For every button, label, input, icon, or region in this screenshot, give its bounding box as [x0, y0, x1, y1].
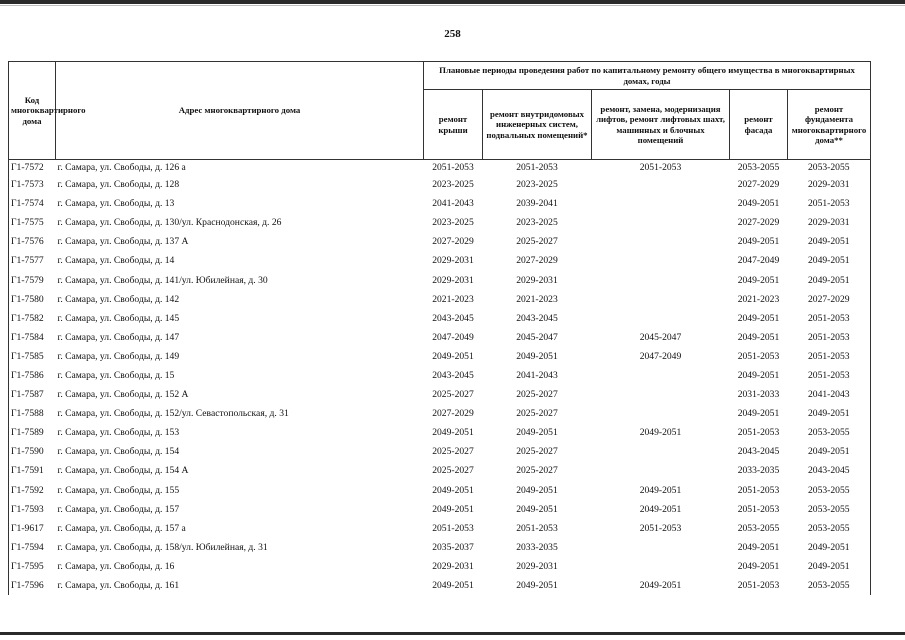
cell-foundation: 2053-2055 — [788, 500, 871, 519]
cell-code: Г1-7590 — [9, 442, 56, 461]
cell-address: г. Самара, ул. Свободы, д. 157 а — [57, 522, 186, 534]
cell-facade: 2033-2035 — [737, 465, 780, 477]
cell-code: Г1-7586 — [9, 366, 56, 385]
table-row — [9, 194, 871, 213]
cell-facade: 2049-2051 — [737, 198, 780, 210]
header-facade: ремонт фасада — [730, 90, 788, 160]
cell-foundation: 2043-2045 — [788, 461, 871, 480]
cell-systems: 2049-2051 — [516, 350, 558, 362]
cell-lifts — [592, 442, 730, 461]
cell-roof: 2035-2037 — [432, 541, 474, 553]
cell-lifts — [592, 290, 730, 309]
cell-systems: 2043-2045 — [516, 312, 558, 324]
cell-roof: 2029-2031 — [432, 560, 474, 572]
table-row — [9, 213, 871, 232]
cell-roof: 2021-2023 — [432, 293, 474, 305]
cell-lifts — [592, 175, 730, 194]
cell-foundation: 2051-2053 — [788, 366, 871, 385]
cell-systems: 2049-2051 — [516, 503, 558, 515]
header-lifts: ремонт, замена, модернизация лифтов, ремонт лифтовых шахт, машинных и блочных помещений — [592, 90, 730, 160]
cell-code: Г1-7575 — [9, 213, 56, 232]
cell-facade: 2031-2033 — [737, 389, 780, 401]
cell-systems: 2029-2031 — [516, 560, 558, 572]
cell-systems: 2051-2053 — [516, 522, 558, 534]
page-number: 258 — [444, 28, 461, 40]
table-row — [9, 366, 871, 385]
cell-roof: 2023-2025 — [432, 179, 474, 191]
cell-address: г. Самара, ул. Свободы, д. 161 — [57, 580, 180, 592]
cell-address: г. Самара, ул. Свободы, д. 157 — [57, 503, 180, 515]
cell-foundation: 2053-2055 — [788, 481, 871, 500]
cell-lifts — [592, 194, 730, 213]
cell-code: Г1-7589 — [9, 423, 56, 442]
table-row — [9, 557, 871, 576]
table-row — [9, 309, 871, 328]
cell-facade: 2053-2055 — [737, 522, 780, 534]
cell-foundation: 2051-2053 — [788, 347, 871, 366]
cell-lifts: 2049-2051 — [639, 503, 682, 515]
cell-address: г. Самара, ул. Свободы, д. 15 — [57, 369, 175, 381]
cell-systems: 2025-2027 — [516, 389, 558, 401]
cell-facade: 2049-2051 — [737, 274, 780, 286]
cell-address: г. Самара, ул. Свободы, д. 152/ул. Севастопольская, д. 31 — [57, 408, 289, 420]
cell-code: Г1-7577 — [9, 251, 56, 270]
cell-address: г. Самара, ул. Свободы, д. 154 — [57, 446, 180, 458]
table-row — [9, 576, 871, 595]
cell-address: г. Самара, ул. Свободы, д. 158/ул. Юбилейная, д. 31 — [57, 541, 268, 553]
cell-lifts — [592, 538, 730, 557]
cell-lifts: 2047-2049 — [639, 350, 682, 362]
cell-systems: 2029-2031 — [516, 274, 558, 286]
table-row — [9, 481, 871, 500]
cell-address: г. Самара, ул. Свободы, д. 155 — [57, 484, 180, 496]
cell-address: г. Самара, ул. Свободы, д. 142 — [57, 293, 180, 305]
cell-lifts — [592, 404, 730, 423]
cell-code: Г1-7585 — [9, 347, 56, 366]
header-systems: ремонт внутридомовых инженерных систем, подвальных помещений* — [483, 90, 592, 160]
cell-systems: 2033-2035 — [516, 541, 558, 553]
cell-code: Г1-7584 — [9, 328, 56, 347]
cell-lifts — [592, 270, 730, 289]
cell-code: Г1-7588 — [9, 404, 56, 423]
cell-roof: 2049-2051 — [432, 427, 474, 439]
cell-roof: 2025-2027 — [432, 465, 474, 477]
cell-systems: 2023-2025 — [516, 217, 558, 229]
table-row — [9, 461, 871, 480]
cell-roof: 2027-2029 — [432, 408, 474, 420]
cell-roof: 2025-2027 — [432, 389, 474, 401]
cell-code: Г1-7576 — [9, 232, 56, 251]
cell-roof: 2049-2051 — [432, 350, 474, 362]
cell-address: г. Самара, ул. Свободы, д. 13 — [57, 198, 175, 210]
cell-lifts — [592, 557, 730, 576]
cell-lifts: 2045-2047 — [639, 331, 682, 343]
table-row — [9, 251, 871, 270]
cell-foundation: 2049-2051 — [788, 404, 871, 423]
cell-roof: 2029-2031 — [432, 274, 474, 286]
bottom-rule — [0, 632, 905, 635]
cell-foundation: 2053-2055 — [788, 423, 871, 442]
cell-address: г. Самара, ул. Свободы, д. 154 А — [57, 465, 189, 477]
cell-roof: 2049-2051 — [432, 484, 474, 496]
cell-roof: 2025-2027 — [432, 446, 474, 458]
table-row — [9, 232, 871, 251]
cell-facade: 2043-2045 — [737, 446, 780, 458]
header-periods-group: Плановые периоды проведения работ по капитальному ремонту общего имущества в многоквартирных домах, годы — [424, 62, 871, 90]
cell-lifts — [592, 461, 730, 480]
header-address: Адрес многоквартирного дома — [56, 62, 424, 160]
cell-facade: 2049-2051 — [737, 541, 780, 553]
cell-lifts — [592, 385, 730, 404]
cell-systems: 2025-2027 — [516, 408, 558, 420]
cell-roof: 2027-2029 — [432, 236, 474, 248]
cell-code: Г1-7574 — [9, 194, 56, 213]
cell-facade: 2049-2051 — [737, 560, 780, 572]
table-row — [9, 404, 871, 423]
cell-address: г. Самара, ул. Свободы, д. 14 — [57, 255, 175, 267]
cell-facade: 2051-2053 — [737, 350, 780, 362]
cell-systems: 2021-2023 — [516, 293, 558, 305]
cell-facade: 2021-2023 — [737, 293, 780, 305]
cell-facade: 2027-2029 — [737, 217, 780, 229]
cell-lifts — [592, 366, 730, 385]
cell-address: г. Самара, ул. Свободы, д. 145 — [57, 312, 180, 324]
cell-address: г. Самара, ул. Свободы, д. 16 — [57, 560, 175, 572]
cell-roof: 2043-2045 — [432, 312, 474, 324]
cell-systems: 2049-2051 — [516, 427, 558, 439]
header-code: Код многоквартирного дома — [9, 62, 56, 160]
cell-systems: 2025-2027 — [516, 465, 558, 477]
cell-lifts — [592, 309, 730, 328]
cell-address: г. Самара, ул. Свободы, д. 152 А — [57, 389, 189, 401]
cell-code: Г1-7573 — [9, 175, 56, 194]
cell-code: Г1-7579 — [9, 270, 56, 289]
cell-foundation: 2049-2051 — [788, 270, 871, 289]
cell-roof: 2043-2045 — [432, 369, 474, 381]
cell-roof: 2023-2025 — [432, 217, 474, 229]
cell-roof: 2041-2043 — [432, 198, 474, 210]
cell-roof: 2051-2053 — [432, 522, 474, 534]
cell-facade: 2051-2053 — [737, 427, 780, 439]
top-rule — [0, 0, 905, 4]
cell-lifts: 2049-2051 — [639, 427, 682, 439]
cell-systems: 2039-2041 — [516, 198, 558, 210]
cell-facade: 2049-2051 — [737, 312, 780, 324]
cell-foundation: 2051-2053 — [788, 328, 871, 347]
table-row — [9, 347, 871, 366]
cell-facade: 2047-2049 — [737, 255, 780, 267]
cell-systems: 2025-2027 — [516, 446, 558, 458]
table-row — [9, 270, 871, 289]
cell-systems: 2049-2051 — [516, 484, 558, 496]
repair-schedule-table — [8, 61, 871, 595]
cell-foundation: 2049-2051 — [788, 251, 871, 270]
cell-facade: 2049-2051 — [737, 369, 780, 381]
table-row — [9, 175, 871, 194]
cell-roof: 2051-2053 — [432, 162, 474, 173]
cell-foundation: 2049-2051 — [788, 557, 871, 576]
cell-foundation: 2053-2055 — [788, 160, 871, 176]
table-row — [9, 385, 871, 404]
cell-roof: 2049-2051 — [432, 580, 474, 592]
cell-lifts: 2051-2053 — [639, 522, 682, 534]
cell-facade: 2051-2053 — [737, 484, 780, 496]
cell-foundation: 2027-2029 — [788, 290, 871, 309]
cell-address: г. Самара, ул. Свободы, д. 149 — [57, 350, 180, 362]
cell-foundation: 2049-2051 — [788, 442, 871, 461]
cell-systems: 2027-2029 — [516, 255, 558, 267]
cell-roof: 2049-2051 — [432, 503, 474, 515]
table-row — [9, 160, 871, 176]
cell-address: г. Самара, ул. Свободы, д. 147 — [57, 331, 180, 343]
table-row — [9, 423, 871, 442]
cell-foundation: 2053-2055 — [788, 576, 871, 595]
table-row — [9, 442, 871, 461]
cell-code: Г1-7594 — [9, 538, 56, 557]
cell-facade: 2049-2051 — [737, 331, 780, 343]
cell-code: Г1-7580 — [9, 290, 56, 309]
cell-code: Г1-7596 — [9, 576, 56, 595]
cell-code: Г1-7595 — [9, 557, 56, 576]
cell-lifts — [592, 213, 730, 232]
cell-facade: 2051-2053 — [737, 503, 780, 515]
table-row — [9, 500, 871, 519]
top-rule-thin — [0, 5, 905, 6]
cell-systems: 2025-2027 — [516, 236, 558, 248]
table-row — [9, 538, 871, 557]
cell-code: Г1-7592 — [9, 481, 56, 500]
cell-foundation: 2049-2051 — [788, 538, 871, 557]
cell-facade: 2053-2055 — [737, 162, 780, 173]
cell-code: Г1-9617 — [9, 519, 56, 538]
table-body — [9, 160, 871, 596]
cell-lifts: 2051-2053 — [639, 162, 682, 173]
cell-address: г. Самара, ул. Свободы, д. 153 — [57, 427, 180, 439]
cell-foundation: 2051-2053 — [788, 194, 871, 213]
cell-lifts — [592, 232, 730, 251]
cell-foundation: 2049-2051 — [788, 232, 871, 251]
cell-code: Г1-7572 — [9, 160, 56, 176]
cell-lifts: 2049-2051 — [639, 484, 682, 496]
cell-systems: 2045-2047 — [516, 331, 558, 343]
header-foundation: ремонт фундамента многоквартирного дома** — [788, 90, 871, 160]
cell-facade: 2051-2053 — [737, 580, 780, 592]
cell-systems: 2041-2043 — [516, 369, 558, 381]
cell-address: г. Самара, ул. Свободы, д. 137 А — [57, 236, 189, 248]
cell-lifts — [592, 251, 730, 270]
cell-facade: 2027-2029 — [737, 179, 780, 191]
cell-foundation: 2051-2053 — [788, 309, 871, 328]
header-roof: ремонт крыши — [424, 90, 483, 160]
cell-foundation: 2053-2055 — [788, 519, 871, 538]
cell-roof: 2029-2031 — [432, 255, 474, 267]
table-row — [9, 290, 871, 309]
cell-systems: 2051-2053 — [516, 162, 558, 173]
cell-code: Г1-7593 — [9, 500, 56, 519]
cell-roof: 2047-2049 — [432, 331, 474, 343]
cell-code: Г1-7582 — [9, 309, 56, 328]
cell-code: Г1-7587 — [9, 385, 56, 404]
cell-facade: 2049-2051 — [737, 408, 780, 420]
cell-foundation: 2041-2043 — [788, 385, 871, 404]
cell-address: г. Самара, ул. Свободы, д. 128 — [57, 179, 180, 191]
table-row — [9, 519, 871, 538]
table-row — [9, 328, 871, 347]
cell-facade: 2049-2051 — [737, 236, 780, 248]
cell-code: Г1-7591 — [9, 461, 56, 480]
cell-address: г. Самара, ул. Свободы, д. 130/ул. Краснодонская, д. 26 — [57, 217, 282, 229]
cell-address: г. Самара, ул. Свободы, д. 141/ул. Юбилейная, д. 30 — [57, 274, 268, 286]
cell-systems: 2023-2025 — [516, 179, 558, 191]
cell-lifts: 2049-2051 — [639, 580, 682, 592]
cell-foundation: 2029-2031 — [788, 213, 871, 232]
cell-systems: 2049-2051 — [516, 580, 558, 592]
cell-foundation: 2029-2031 — [788, 175, 871, 194]
cell-address: г. Самара, ул. Свободы, д. 126 а — [57, 162, 186, 173]
